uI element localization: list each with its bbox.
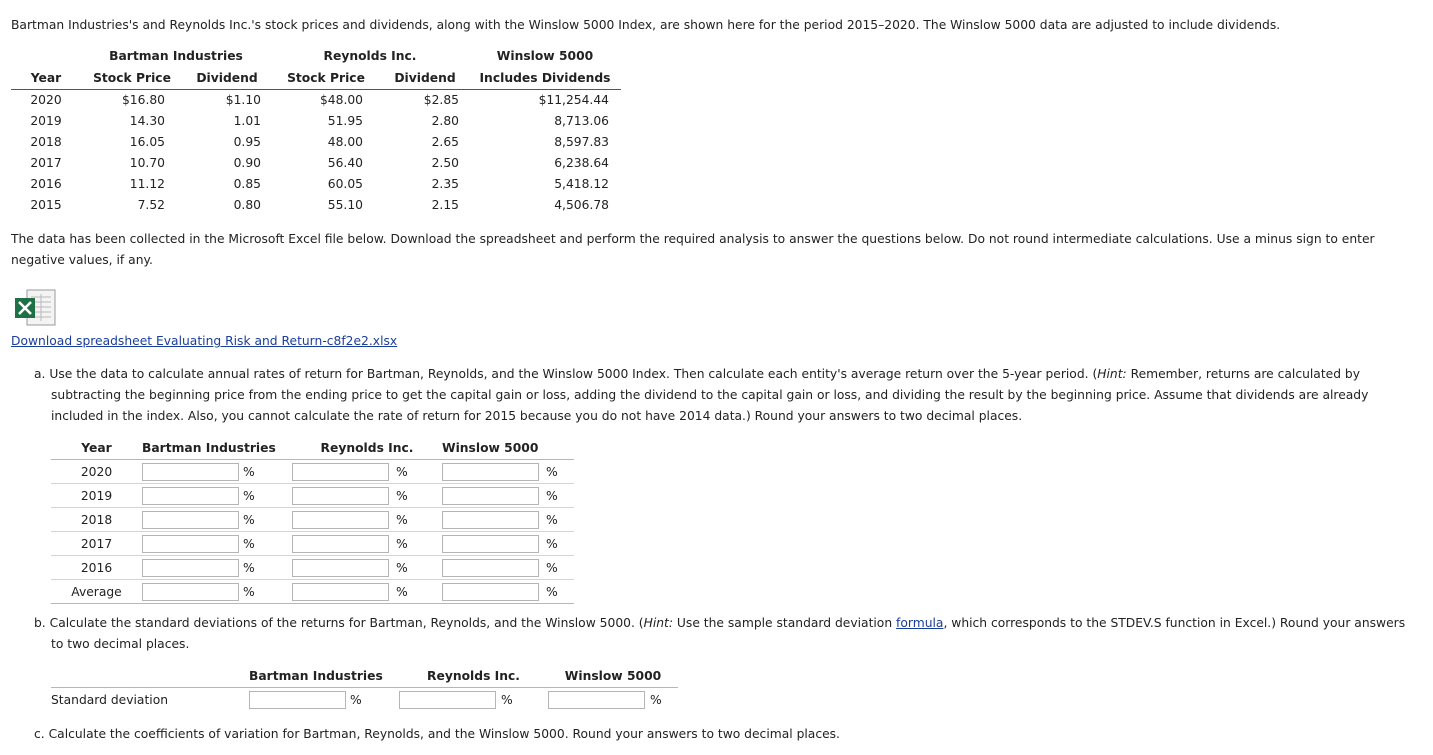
column-header-row <box>11 67 621 90</box>
return-winslow-average-input[interactable] <box>442 583 539 601</box>
value-cell: 16.05 <box>129 135 165 149</box>
value-cell: $1.10 <box>225 93 261 107</box>
returns-row <box>51 460 574 484</box>
returns-row-label: 2016 <box>51 556 142 580</box>
question-c-text: c. Calculate the coefficients of variation for Bartman, Reynolds, and the Winslow 5000. Round your answers to two decimal places. <box>34 727 840 741</box>
col-header-year: Year <box>11 67 81 90</box>
download-spreadsheet-link[interactable]: Download spreadsheet Evaluating Risk and Return-c8f2e2.xlsx <box>11 334 398 348</box>
percent-sign: % <box>546 532 574 556</box>
value-cell: 2.65 <box>431 135 459 149</box>
returns-header-bartman: Bartman Industries <box>142 437 292 460</box>
value-cell: 7.52 <box>137 198 165 212</box>
year-cell: 2019 <box>30 114 62 128</box>
return-reynolds-2020-input[interactable] <box>292 463 389 481</box>
returns-row <box>51 532 574 556</box>
returns-row-label: 2020 <box>51 460 142 484</box>
returns-row <box>51 580 574 604</box>
value-cell: 10.70 <box>129 156 165 170</box>
return-bartman-2019-input[interactable] <box>142 487 239 505</box>
value-cell: 4,506.78 <box>554 198 609 212</box>
percent-sign: % <box>243 508 292 532</box>
value-cell: 0.95 <box>233 135 261 149</box>
return-reynolds-2016-input[interactable] <box>292 559 389 577</box>
value-cell: 56.40 <box>327 156 363 170</box>
percent-sign: % <box>396 460 442 484</box>
value-cell: 8,597.83 <box>554 135 609 149</box>
percent-sign: % <box>350 688 399 712</box>
year-cell: 2016 <box>30 177 62 191</box>
percent-sign: % <box>546 484 574 508</box>
data-row <box>11 153 621 174</box>
percent-sign: % <box>243 460 292 484</box>
std-dev-row <box>51 688 678 712</box>
data-row <box>11 195 621 216</box>
value-cell: 2.35 <box>431 177 459 191</box>
std-dev-reynolds-input[interactable] <box>399 691 496 709</box>
hint-label: Hint: <box>1097 367 1127 381</box>
question-a-text: a. Use the data to calculate annual rates of return for Bartman, Reynolds, and the Winslow 5000 Index. Then calculate each entity's average return over the 5-year period. (Hint: Remember, returns are calculated by subtracting the beginning price from the ending price to get the capital gain or loss, adding the dividend to the capital gain or loss, and dividing the result by the beginning price. Assume that dividends are already included in the index. Also, you cannot calculate the rate of return for 2015 because you do not have 2014 data.) Round your answers to two decimal places. <box>34 367 1369 423</box>
col-header-winslow-index: Includes Dividends <box>469 67 621 90</box>
group-header-reynolds: Reynolds Inc. <box>323 48 417 63</box>
returns-row <box>51 556 574 580</box>
return-reynolds-2018-input[interactable] <box>292 511 389 529</box>
return-reynolds-2017-input[interactable] <box>292 535 389 553</box>
data-row <box>11 111 621 132</box>
returns-row-label: 2018 <box>51 508 142 532</box>
value-cell: 0.85 <box>233 177 261 191</box>
returns-row <box>51 508 574 532</box>
question-b-text: b. Calculate the standard deviations of the returns for Bartman, Reynolds, and the Winslow 5000. (Hint: Use the sample standard deviation formula, which corresponds to the STDEV.S function in Excel.) Round your answers to two decimal places. <box>34 616 1406 651</box>
col-header-reynolds-price: Stock Price <box>271 67 381 90</box>
value-cell: 11.12 <box>129 177 165 191</box>
year-cell: 2017 <box>30 156 62 170</box>
year-cell: 2018 <box>30 135 62 149</box>
percent-sign: % <box>243 484 292 508</box>
returns-header-reynolds: Reynolds Inc. <box>292 437 442 460</box>
std-dev-header-bartman: Bartman Industries <box>249 669 383 683</box>
intro-text: Bartman Industries's and Reynolds Inc.'s stock prices and dividends, along with the Winslow 5000 Index, are shown here for the period 2015–2020. The Winslow 5000 data are adjusted to include dividends. <box>11 18 1281 32</box>
returns-row-label: 2019 <box>51 484 142 508</box>
return-bartman-2018-input[interactable] <box>142 511 239 529</box>
percent-sign: % <box>546 556 574 580</box>
return-bartman-2016-input[interactable] <box>142 559 239 577</box>
returns-row <box>51 484 574 508</box>
value-cell: $48.00 <box>319 93 363 107</box>
group-header-bartman: Bartman Industries <box>109 48 243 63</box>
data-row <box>11 174 621 195</box>
return-reynolds-average-input[interactable] <box>292 583 389 601</box>
price-data-table <box>11 45 621 216</box>
return-winslow-2020-input[interactable] <box>442 463 539 481</box>
return-reynolds-2019-input[interactable] <box>292 487 389 505</box>
return-winslow-2019-input[interactable] <box>442 487 539 505</box>
returns-row-label: Average <box>51 580 142 604</box>
percent-sign: % <box>396 508 442 532</box>
return-winslow-2018-input[interactable] <box>442 511 539 529</box>
hint-label-b: Hint: <box>643 616 674 630</box>
value-cell: 5,418.12 <box>554 177 609 191</box>
col-header-reynolds-dividend: Dividend <box>381 67 469 90</box>
percent-sign: % <box>546 508 574 532</box>
std-dev-header-winslow: Winslow 5000 <box>564 669 662 683</box>
std-dev-header-reynolds: Reynolds Inc. <box>427 669 520 683</box>
value-cell: 8,713.06 <box>554 114 609 128</box>
return-bartman-average-input[interactable] <box>142 583 239 601</box>
std-dev-header-row <box>51 665 678 688</box>
value-cell: $16.80 <box>121 93 165 107</box>
std-dev-answer-grid <box>51 665 678 711</box>
percent-sign: % <box>396 532 442 556</box>
value-cell: 48.00 <box>327 135 363 149</box>
percent-sign: % <box>546 580 574 604</box>
value-cell: $11,254.44 <box>538 93 609 107</box>
value-cell: $2.85 <box>423 93 459 107</box>
returns-answer-grid <box>51 437 574 604</box>
value-cell: 2.50 <box>431 156 459 170</box>
return-bartman-2020-input[interactable] <box>142 463 239 481</box>
returns-row-label: 2017 <box>51 532 142 556</box>
returns-header-winslow: Winslow 5000 <box>442 437 574 460</box>
value-cell: 14.30 <box>129 114 165 128</box>
value-cell: 60.05 <box>327 177 363 191</box>
data-row <box>11 132 621 153</box>
value-cell: 51.95 <box>327 114 363 128</box>
col-header-bartman-dividend: Dividend <box>183 67 271 90</box>
percent-sign: % <box>396 484 442 508</box>
percent-sign: % <box>396 580 442 604</box>
percent-sign: % <box>243 580 292 604</box>
return-winslow-2017-input[interactable] <box>442 535 539 553</box>
data-row <box>11 90 621 112</box>
returns-header-row <box>51 437 574 460</box>
percent-sign: % <box>243 532 292 556</box>
value-cell: 6,238.64 <box>554 156 609 170</box>
value-cell: 55.10 <box>327 198 363 212</box>
std-dev-row-label: Standard deviation <box>51 688 249 712</box>
return-bartman-2017-input[interactable] <box>142 535 239 553</box>
value-cell: 2.15 <box>431 198 459 212</box>
std-dev-bartman-input[interactable] <box>249 691 346 709</box>
percent-sign: % <box>396 556 442 580</box>
group-header-winslow: Winslow 5000 <box>496 48 594 63</box>
year-cell: 2015 <box>30 198 62 212</box>
year-cell: 2020 <box>30 93 62 107</box>
percent-sign: % <box>243 556 292 580</box>
value-cell: 1.01 <box>233 114 261 128</box>
excel-file-icon[interactable] <box>13 289 57 327</box>
percent-sign: % <box>501 688 548 712</box>
value-cell: 0.80 <box>233 198 261 212</box>
group-header-row <box>11 45 621 67</box>
percent-sign: % <box>546 460 574 484</box>
value-cell: 2.80 <box>431 114 459 128</box>
formula-link[interactable]: formula <box>896 616 944 630</box>
return-winslow-2016-input[interactable] <box>442 559 539 577</box>
instructions-text: The data has been collected in the Microsoft Excel file below. Download the spreadsheet and perform the required analysis to answer the questions below. Do not round intermediate calculations. Use a minus sign to enter negative values, if any. <box>11 232 1375 267</box>
col-header-bartman-price: Stock Price <box>81 67 183 90</box>
std-dev-winslow-input[interactable] <box>548 691 645 709</box>
returns-header-year: Year <box>51 437 142 460</box>
value-cell: 0.90 <box>233 156 261 170</box>
percent-sign: % <box>650 688 678 712</box>
